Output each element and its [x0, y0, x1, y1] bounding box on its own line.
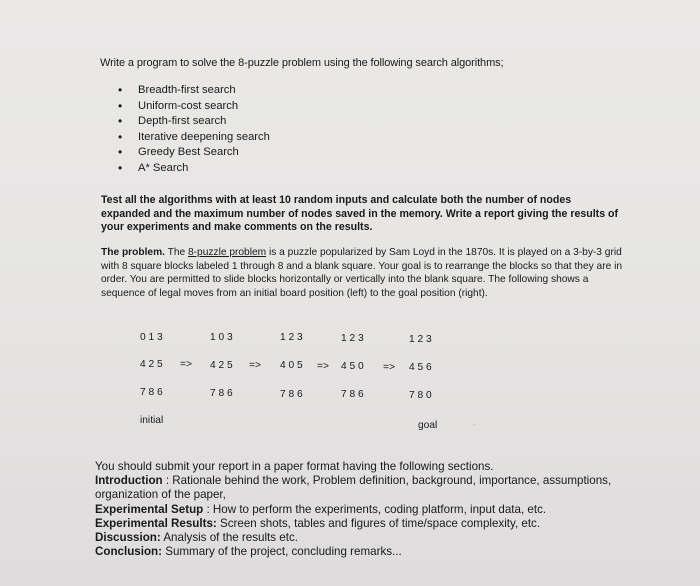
board-5-row-2: 4 5 6 [409, 362, 432, 373]
bullet-icon: • [118, 145, 123, 160]
board-5-row-1: 1 2 3 [409, 334, 432, 345]
section-text: Analysis of the results etc. [163, 531, 298, 545]
move-arrow: => [383, 362, 395, 373]
board-1-row-3: 7 8 6 [140, 387, 163, 398]
section-title: Experimental Results: [95, 516, 217, 530]
section-text: How to perform the experiments, coding platform, input data, etc. [212, 502, 547, 516]
algorithm-label: Breadth-first search [138, 84, 236, 96]
bullet-icon: • [118, 160, 123, 175]
section-separator: : [162, 474, 173, 488]
algorithm-label: Iterative deepening search [138, 130, 270, 143]
move-arrow: => [317, 361, 329, 372]
board-4-row-2: 4 5 0 [341, 361, 364, 372]
board-2-row-1: 1 0 3 [210, 332, 233, 343]
board-1-row-2: 4 2 5 [140, 359, 163, 370]
goal-label: goal [418, 420, 438, 431]
bullet-icon: • [118, 83, 123, 97]
board-3-row-3: 7 8 6 [280, 389, 303, 400]
section-title: Introduction [95, 474, 163, 488]
section-separator: : [203, 502, 213, 516]
problem-body: is a puzzle popularized by Sam Loyd in the 1870s. It is played on a 3-by-3 grid with 8 square blocks labeled 1 through 8 and a blank square. Your goal is to rearrange the blocks so that they are in order. You are permitted to slide blocks horizontally or vertically into the blank square. The following shows a sequence of legal moves from an initial board position (left) to the goal position (right). [101, 247, 623, 299]
algorithm-list [118, 83, 270, 177]
board-5-row-3: 7 8 0 [409, 390, 432, 401]
intro-sentence: Write a program to solve the 8-puzzle problem using the following search algorithms; [100, 57, 504, 69]
section-title: Discussion: [95, 531, 161, 545]
list-item [118, 114, 270, 130]
section-title: Experimental Setup [95, 502, 204, 516]
report-section-conclusion [95, 545, 655, 559]
algorithm-label: A* Search [138, 161, 189, 174]
algorithm-label: Uniform-cost search [138, 99, 239, 112]
move-arrow: => [249, 360, 261, 371]
report-requirements [95, 460, 655, 559]
section-title: Conclusion: [95, 545, 162, 559]
report-section-setup [95, 503, 655, 517]
move-arrow: => [180, 359, 192, 370]
board-2-row-2: 4 2 5 [210, 360, 233, 371]
bullet-icon: • [118, 114, 123, 129]
list-item [118, 161, 270, 177]
bullet-icon: • [118, 98, 123, 113]
report-intro: You should submit your report in a paper format having the following sections. [95, 460, 494, 473]
bullet-icon: • [118, 129, 123, 144]
problem-description [101, 246, 626, 300]
report-section-results [95, 517, 655, 531]
list-item [118, 130, 270, 146]
algorithm-label: Depth-first search [138, 115, 227, 128]
board-3-row-1: 1 2 3 [280, 332, 303, 343]
board-3-row-2: 4 0 5 [280, 360, 303, 371]
puzzle-link[interactable]: 8-puzzle problem [188, 247, 267, 258]
board-4-row-3: 7 8 6 [341, 389, 364, 400]
problem-lead: The problem. [101, 247, 165, 258]
list-item [118, 83, 270, 99]
section-text: Summary of the project, concluding remarks... [165, 545, 402, 559]
list-item [118, 145, 270, 161]
list-item [118, 99, 270, 115]
report-section-discussion [95, 531, 655, 545]
algorithm-label: Greedy Best Search [138, 146, 239, 159]
section-text: Rationale behind the work, Problem definition, background, importance, assumptions, organization of the paper, [95, 474, 612, 502]
initial-label: initial [140, 415, 164, 426]
board-1-row-1: 0 1 3 [140, 332, 163, 343]
board-2-row-3: 7 8 6 [210, 388, 233, 399]
section-text: Screen shots, tables and figures of time/space complexity, etc. [220, 516, 541, 530]
report-section-introduction [95, 474, 655, 502]
task-instructions: Test all the algorithms with at least 10 random inputs and calculate both the number of nodes expanded and the maximum number of nodes saved in the memory. Write a report giving the results of your experiments and make comments on the results. [101, 194, 619, 234]
problem-pre-link: The [164, 247, 188, 258]
board-4-row-1: 1 2 3 [341, 333, 364, 344]
stray-mark: · [473, 420, 476, 429]
